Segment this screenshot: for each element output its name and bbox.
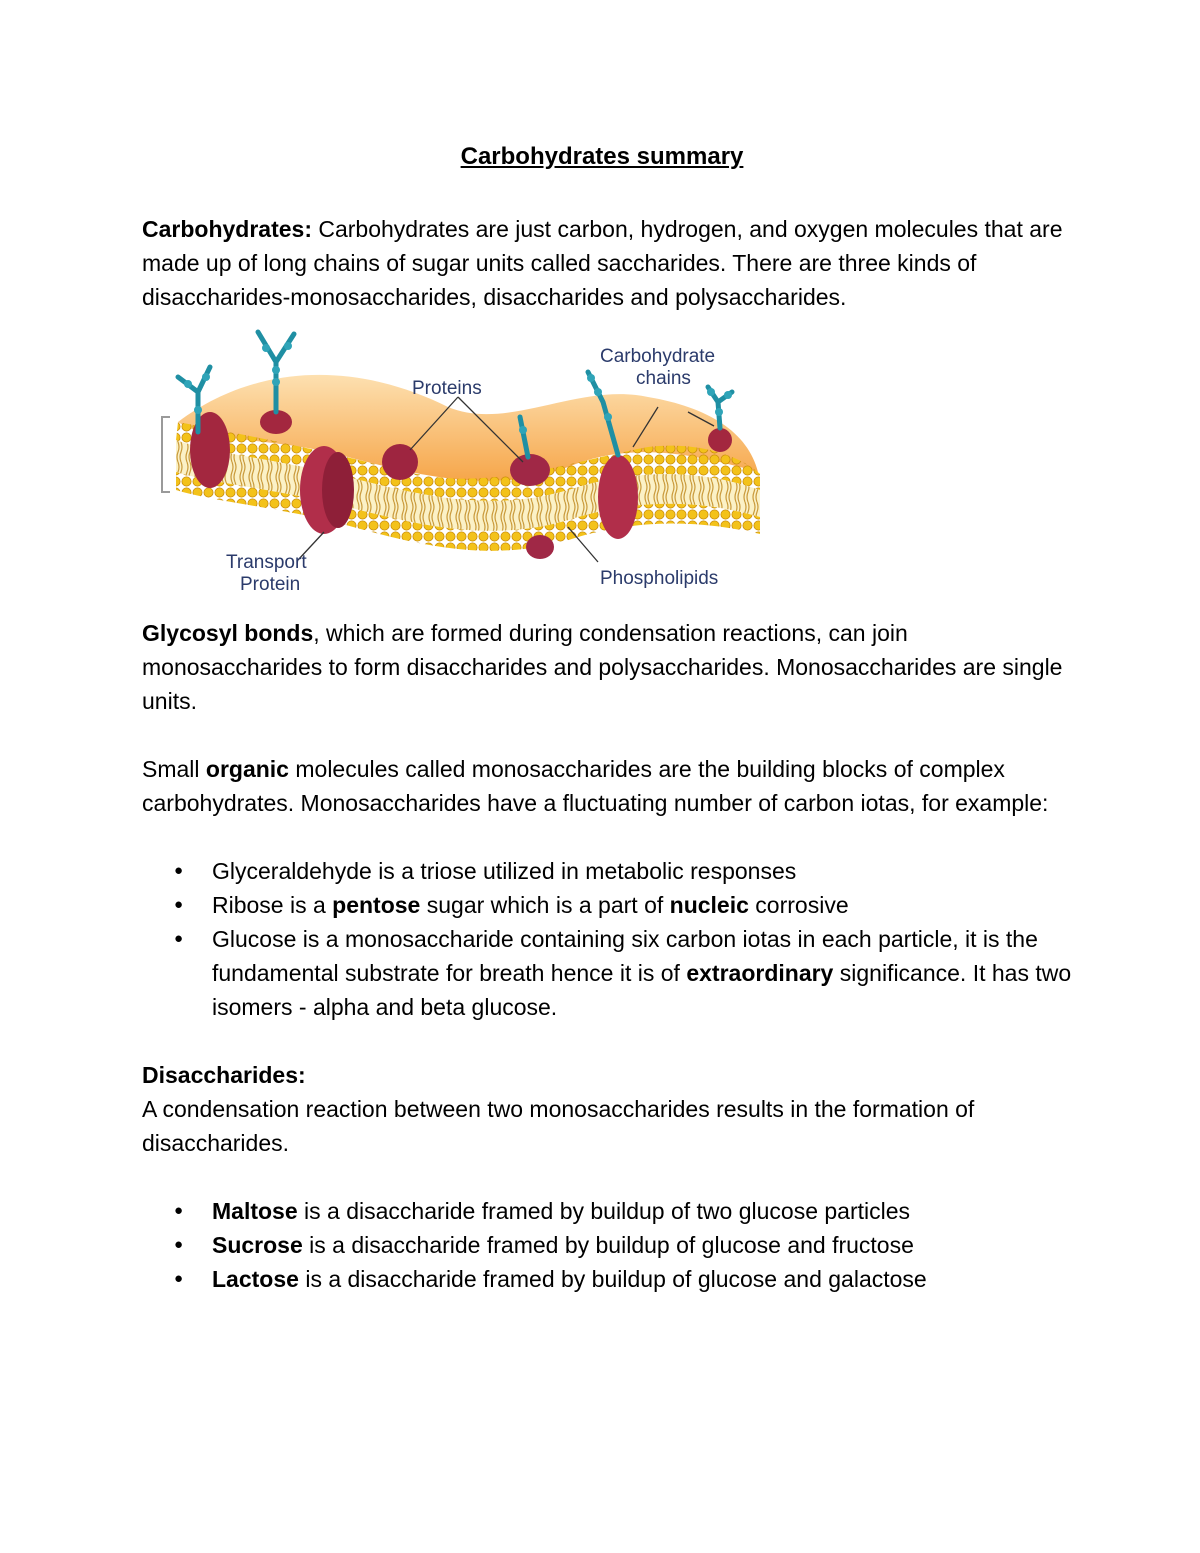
disaccharides-text: A condensation reaction between two monosaccharides results in the formation of disaccharides. xyxy=(142,1096,975,1156)
label-carbohydrate-chains-1: Carbohydrate xyxy=(600,346,716,367)
list-item: ● Lactose is a disaccharide framed by buildup of glucose and galactose xyxy=(142,1262,1072,1296)
label-proteins: Proteins xyxy=(412,378,482,399)
protein-small-2 xyxy=(510,454,550,486)
label-phospholipids: Phospholipids xyxy=(600,568,719,589)
label-transport-2: Protein xyxy=(240,574,301,595)
intro-paragraph xyxy=(142,212,1072,314)
list-item: ● Sucrose is a disaccharide framed by buildup of glucose and fructose xyxy=(142,1228,1072,1262)
glycosyl-term: Glycosyl bonds xyxy=(142,620,314,646)
list-item: ● Maltose is a disaccharide framed by buildup of two glucose particles xyxy=(142,1194,1072,1228)
cell-membrane-diagram xyxy=(148,322,768,612)
document-page xyxy=(142,140,1072,1296)
intro-text: Carbohydrates are just carbon, hydrogen, and oxygen molecules that are made up of long chains of sugar units called saccharides. There are three kinds of disaccharides-monosaccharides, disaccharides and polysaccharides. xyxy=(142,216,1063,310)
label-transport-1: Transport xyxy=(226,552,307,573)
bilayer-bracket xyxy=(162,417,170,492)
organic-text: molecules called monosaccharides are the building blocks of complex carbohydrates. Monosaccharides have a fluctuating number of carbon iotas, for example: xyxy=(142,756,1049,816)
glycosyl-text: , which are formed during condensation reactions, can join monosaccharides to form disaccharides and polysaccharides. Monosaccharides are single units. xyxy=(142,620,1063,714)
protein-small-3 xyxy=(526,535,554,559)
organic-paragraph: Small organic molecules called monosaccharides are the building blocks of complex carbohydrates. Monosaccharides have a fluctuating number of carbon iotas, for example: xyxy=(142,756,1049,816)
protein-small-1 xyxy=(382,444,418,480)
organic-term: organic xyxy=(205,756,289,782)
glycosyl-paragraph xyxy=(142,616,1072,718)
disaccharides-heading: Disaccharides: xyxy=(142,1062,306,1088)
protein-far-right xyxy=(708,428,732,452)
list-item: ● Glyceraldehyde is a triose utilized in metabolic responses xyxy=(142,854,1072,888)
intro-term: Carbohydrates: xyxy=(142,216,312,242)
list-item: ● Glucose is a monosaccharide containing six carbon iotas in each particle, it is the fundamental substrate for breath hence it is of extraordinary significance. It has two isomers - alpha and beta glucose. xyxy=(142,922,1072,1024)
disaccharide-list xyxy=(142,1194,1072,1296)
monosaccharide-list xyxy=(142,854,1072,1024)
label-carbohydrate-chains-2: chains xyxy=(636,368,691,389)
protein-right xyxy=(598,455,638,539)
cell-membrane-figure xyxy=(148,322,768,612)
list-item: ● Ribose is a pentose sugar which is a part of nucleic corrosive xyxy=(142,888,1072,922)
document-title: Carbohydrates summary xyxy=(460,143,744,170)
